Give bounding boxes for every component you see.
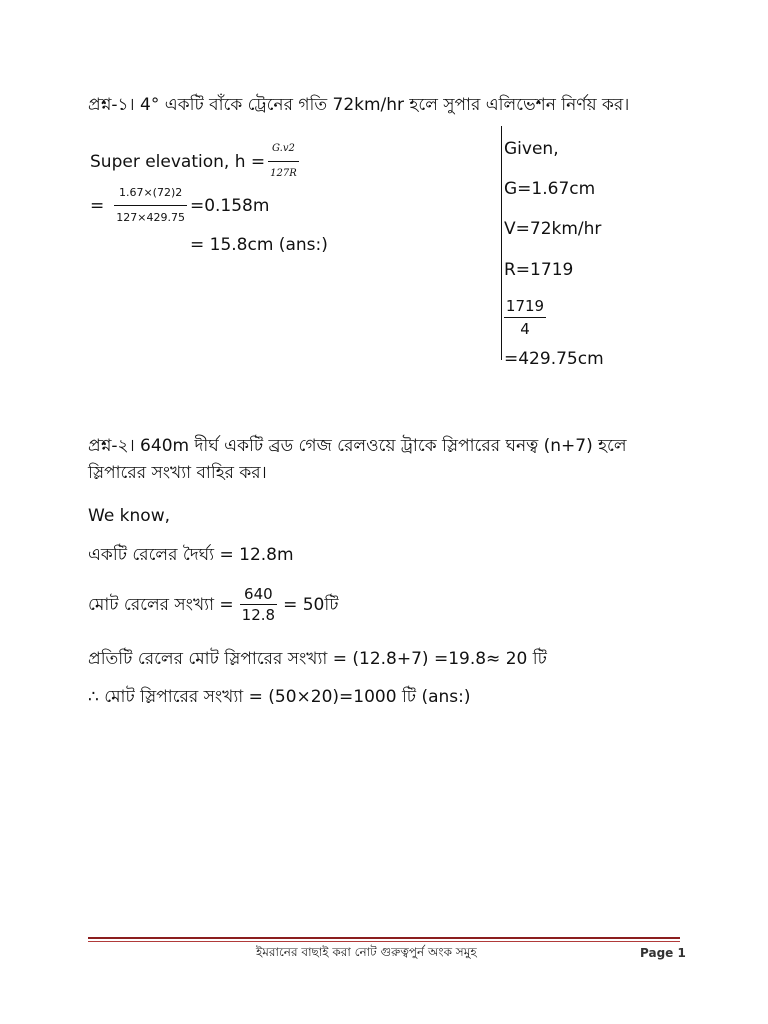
calc-denominator: 127×429.75 [114, 205, 187, 229]
given-g: G=1.67cm [504, 179, 596, 199]
given-divider [501, 126, 502, 360]
calc-fraction [114, 182, 187, 229]
calculation-line [90, 182, 269, 229]
calc-result: =0.158m [189, 195, 270, 216]
question-2-line-2: স্লিপারের সংখ্যা বাহির কর। [88, 463, 267, 483]
we-know: We know, [88, 506, 171, 526]
page-number: Page 1 [640, 946, 686, 960]
given-title: Given, [504, 139, 559, 159]
sleepers-per-rail: প্রতিটি রেলের মোট স্লিপারের সংখ্যা = (12.8+7) =19.8≈ 20 টি [88, 649, 547, 669]
total-rails-numerator: 640 [244, 585, 273, 603]
formula-label: Super elevation, h = [90, 151, 266, 172]
given-v: V=72km/hr [504, 219, 602, 239]
total-rails-fraction [240, 585, 277, 624]
total-rails-label: মোট রেলের সংখ্যা = [88, 594, 234, 615]
given-r-denominator: 4 [504, 317, 546, 338]
total-rails-result: = 50টি [283, 594, 339, 615]
total-rails [88, 585, 338, 624]
q1-answer: = 15.8cm (ans:) [190, 235, 328, 255]
rail-length: একটি রেলের দৈর্ঘ্য = 12.8m [88, 545, 294, 565]
footer-rule [88, 937, 680, 939]
given-r-numerator: 1719 [505, 297, 545, 315]
formula-denominator: 127R [268, 161, 299, 185]
footer-text: ইমরানের বাছাই করা নোট গুরুত্বপুর্ন অংক সমুহ [256, 945, 477, 959]
calc-prefix: = [90, 195, 105, 216]
given-r: R=1719 [504, 260, 574, 280]
given-r-result: =429.75cm [504, 349, 604, 369]
total-rails-denominator: 12.8 [241, 606, 276, 624]
given-r-fraction [504, 297, 546, 338]
total-sleepers: ∴ মোট স্লিপারের সংখ্যা = (50×20)=1000 টি (ans:) [88, 687, 471, 707]
footer-rule-thin [88, 941, 680, 942]
question-1: প্রশ্ন-১। 4° একটি বাঁকে ট্রেনের গতি 72km/hr হলে সুপার এলিভেশন নির্ণয় কর। [88, 95, 630, 115]
question-2-line-1: প্রশ্ন-২। 640m দীর্ঘ একটি ব্রড গেজ রেলওয়ে ট্রাকে স্লিপারের ঘনত্ব (n+7) হলে [88, 436, 627, 456]
formula-fraction [268, 138, 299, 185]
super-elevation-formula [90, 138, 302, 185]
calc-numerator: 1.67×(72)2 [118, 186, 183, 199]
formula-numerator: G.v2 [272, 143, 295, 154]
